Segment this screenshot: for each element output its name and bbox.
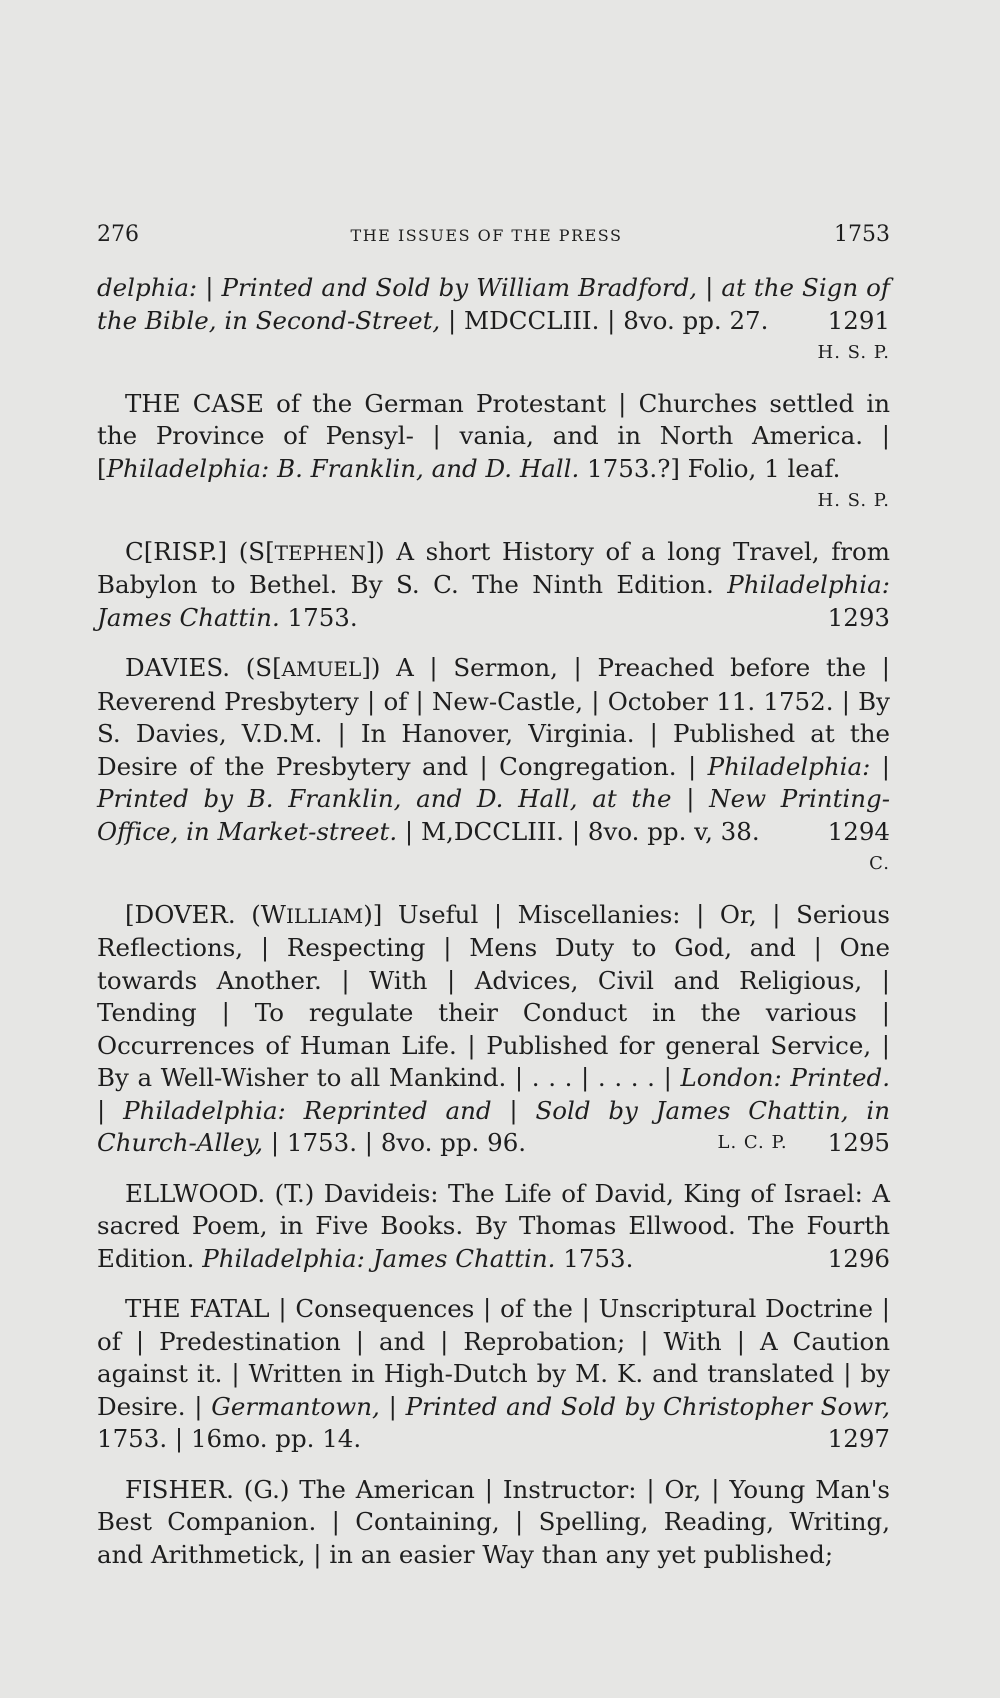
entry-text: 1753.	[279, 602, 358, 632]
bibliography-entry	[97, 1474, 890, 1572]
entry-text: delphia: | Printed and Sold by William Bradford, | at the Sign of the Bible, in Second-Street,	[97, 273, 890, 335]
entry-number: 1294	[827, 816, 890, 846]
running-year: 1753	[833, 222, 890, 247]
bibliography-entry	[97, 899, 890, 1160]
entry-text: Philadelphia: James Chattin.	[97, 570, 890, 632]
page-number: 276	[97, 222, 139, 247]
entry-text: C[RISP.] (S[	[125, 536, 275, 566]
entry-text: 1753. | 16mo. pp. 14.	[97, 1424, 362, 1453]
entry-location: L. C. P.	[717, 1132, 788, 1153]
bibliography-entry	[97, 1178, 890, 1276]
entry-text: FISHER. (G.) The American | Instructor: | Or, | Young Man's Best Companion. | Containing, | Spelling, Reading, Writing, and Arithmetick, | in an easier Way than any yet published;	[97, 1474, 890, 1569]
entry-text: Philadelphia: B. Franklin, and D. Hall.	[106, 453, 580, 483]
entry-number: 1297	[827, 1424, 890, 1453]
entry-text: Philadelphia: | Printed by B. Franklin, and D. Hall, at the | New Printing-Office, in Market-street.	[97, 751, 890, 846]
entry-number: 1296	[827, 1243, 890, 1273]
entry-text: TEPHEN	[274, 540, 366, 565]
bibliography-entry	[97, 1293, 890, 1456]
entry-text: THE CASE of the German Protestant | Churches settled in the Province of Pensyl- | vania, and in North America. | [	[97, 388, 890, 483]
entry-text: THE FATAL | Consequences | of the | Unscriptural Doctrine | of | Predestination | and | Reprobation; | With | A Caution against it. | Written in High-Dutch by M. K. and translated | by Desire. |	[97, 1294, 890, 1421]
entry-location: H. S. P.	[817, 342, 890, 363]
bibliography-entry	[97, 536, 890, 635]
entry-text: Germantown, | Printed and Sold by Christopher Sowr,	[211, 1391, 890, 1421]
entry-text: London: Printed. | Philadelphia: Reprinted and | Sold by James Chattin, in Church-Alley,	[97, 1063, 890, 1157]
running-head	[97, 222, 890, 247]
entry-text: 1753.?] Folio, 1 leaf.	[579, 453, 841, 483]
bibliography-entry	[97, 388, 890, 518]
entry-text: Philadelphia: James Chattin.	[202, 1243, 556, 1273]
bibliography-entry	[97, 652, 890, 881]
entry-text: | 1753. | 8vo. pp. 96.	[263, 1128, 527, 1157]
entry-number: 1291	[827, 305, 890, 335]
entry-text: | MDCCLIII. | 8vo. pp. 27.	[440, 305, 769, 335]
entry-text: )] Useful | Miscellanies: | Or, | Serious Reflections, | Respecting | Mens Duty to God, and | One towards Another. | With | Advices, Civil and Religious, | Tending | To regulate their Conduct in the various | Occurrences of Human Life. | Published for general Service, | By a Well-Wisher to all Mankind. | . . . | . . . . |	[97, 899, 891, 1092]
bibliography-entries	[97, 272, 890, 1589]
bibliography-entry	[97, 272, 890, 370]
entry-text: ]) A | Sermon, | Preached before the | Reverend Presbytery | of | New-Castle, | October 11. 1752. | By S. Davies, V.D.M. | In Hanover, Virginia. | Published at the Desire of the Presbytery and | Congregation. |	[97, 653, 890, 781]
entry-number: 1295	[827, 1128, 890, 1157]
entry-text: | M,DCCLIII. | 8vo. pp. v, 38.	[397, 816, 760, 846]
entry-text: [DOVER. (W	[125, 899, 286, 929]
entry-text: AMUEL	[281, 657, 362, 681]
entry-number: 1293	[827, 602, 890, 632]
running-title: THE ISSUES OF THE PRESS	[350, 226, 623, 245]
entry-location: C.	[869, 853, 890, 874]
entry-text: 1753.	[555, 1243, 634, 1273]
entry-text: DAVIES. (S[	[125, 653, 282, 682]
entry-location: H. S. P.	[817, 490, 890, 511]
entry-text: ILLIAM	[285, 903, 364, 928]
entry-text: ]) A short History of a long Travel, from Babylon to Bethel. By S. C. The Ninth Edition.	[97, 536, 890, 599]
entry-text: ELLWOOD. (T.) Davideis: The Life of David, King of Israel: A sacred Poem, in Five Books. By Thomas Ellwood. The Fourth Edition.	[97, 1178, 890, 1273]
